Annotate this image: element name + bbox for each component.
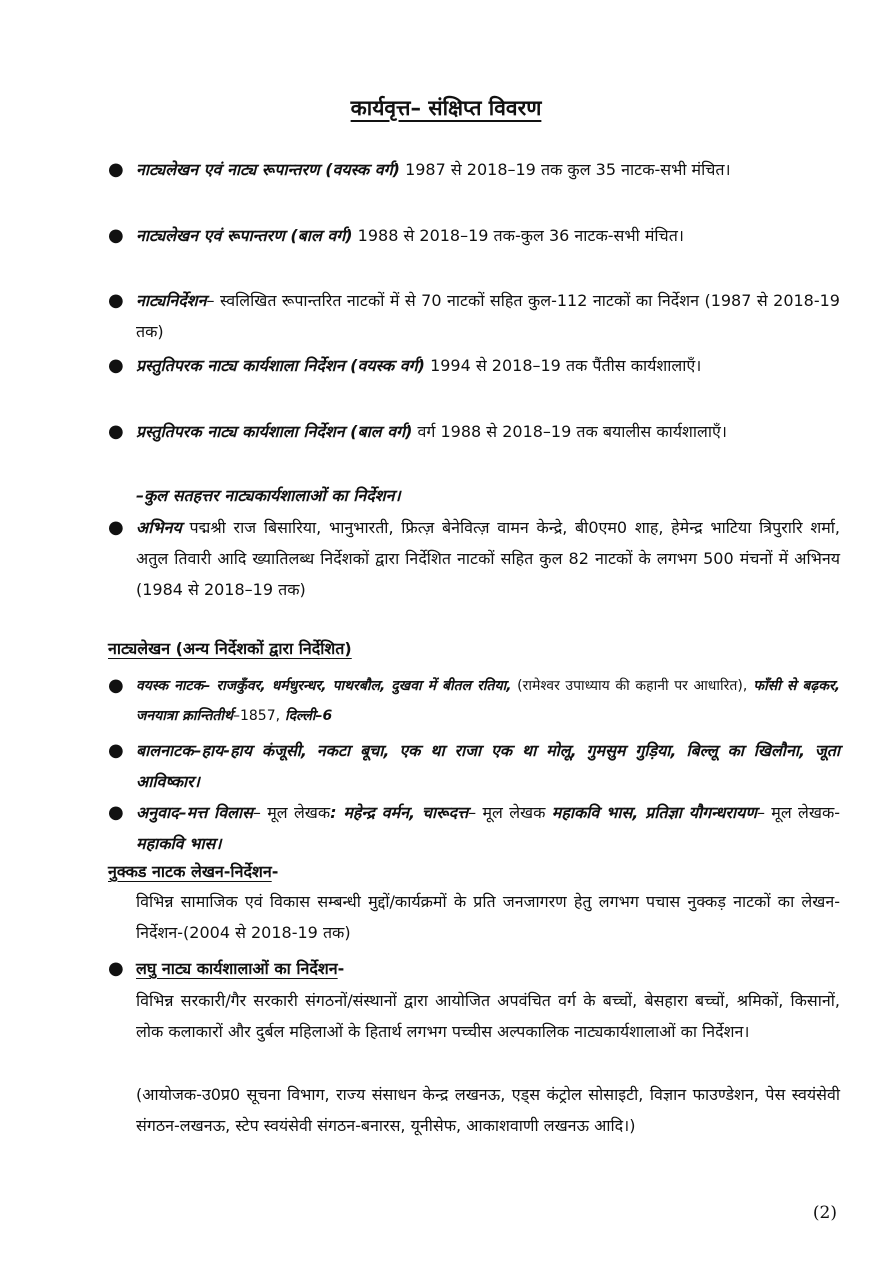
list-item: ● नाट्यलेखन एवं नाट्य रूपान्तरण (वयस्क वर्ग) 1987 से 2018–19 तक कुल 35 नाटक-सभी मंचित।: [108, 154, 840, 185]
summary-line: –कुल सतहत्तर नाट्यकार्यशालाओं का निर्देशन।: [136, 486, 401, 505]
list-item: ● नाट्यलेखन एवं रूपान्तरण (बाल वर्ग) 1988 से 2018–19 तक-कुल 36 नाटक-सभी मंचित।: [108, 220, 840, 251]
organizers-paragraph: (आयोजक-उ0प्र0 सूचना विभाग, राज्य संसाधन केन्द्र लखनऊ, एड्स कंट्रोल सोसाइटी, विज्ञान फाउण्डेशन, पेस स्वयंसेवी संगठन-लखनऊ, स्टेप स्वयंसेवी संगठन-बनारस, यूनीसेफ, आकाशवाणी लखनऊ आदि।): [136, 1085, 840, 1135]
list-item: ● प्रस्तुतिपरक नाट्य कार्यशाला निर्देशन (बाल वर्ग) वर्ग 1988 से 2018–19 तक बयालीस कार्यशालाएँ।: [108, 416, 840, 447]
nukkad-paragraph: विभिन्न सामाजिक एवं विकास सम्बन्धी मुद्दों/कार्यक्रमों के प्रति जनजागरण हेतु लगभग पचास नुक्कड़ नाटकों का लेखन-निर्देशन-(2004 से 2018-19 तक): [136, 892, 840, 942]
laghu-paragraph: विभिन्न सरकारी/गैर सरकारी संगठनों/संस्थानों द्वारा आयोजित अपवंचित वर्ग के बच्चों, बेसहारा बच्चों, श्रमिकों, किसानों, लोक कलाकारों और दुर्बल महिलाओं के हितार्थ लगभग पच्चीस अल्पकालिक नाट्यकार्यशालाओं का निर्देशन।: [136, 991, 840, 1041]
list-item: ● अभिनय पद्मश्री राज बिसारिया, भानुभारती, फ्रित्ज़ बेनेवित्ज़ वामन केन्द्रे, बी0एम0 शाह, हेमेन्द्र भाटिया त्रिपुरारि शर्मा, अतुल तिवारी आदि ख्यातिलब्ध निर्देशकों द्वारा निर्देशित नाटकों सहित कुल 82 नाटकों के लगभग 500 मंचनों में अभिनय (1984 से 2018–19 तक): [108, 512, 840, 605]
section-heading-natyalekhan: नाट्यलेखन (अन्य निर्देशकों द्वारा निर्देशित): [108, 639, 352, 658]
bullet-icon: ●: [108, 225, 124, 246]
section-heading-nukkad: नुक्कड नाटक लेखन-निर्देशन-: [108, 862, 279, 881]
bullet-icon: ●: [108, 740, 124, 761]
bullet-icon: ●: [108, 355, 124, 376]
bullet-icon: ●: [108, 421, 124, 442]
bullet-icon: ●: [108, 958, 124, 979]
list-item: ● नाट्यनिर्देशन– स्वलिखित रूपान्तरित नाटकों में से 70 नाटकों सहित कुल-112 नाटकों का निर्देशन (1987 से 2018-19 तक): [108, 285, 840, 347]
bullet-icon: ●: [108, 517, 124, 538]
list-item-vayask: ● वयस्क नाटक– राजकुँवर, धर्मधुरन्धर, पाथरबौल, दुखवा में बीतल रतिया, (रामेश्वर उपाध्याय की कहानी पर आधारित), फाँसी से बढ़कर, जनयात्रा क्रान्तितीर्थ–1857, दिल्ली–6: [108, 671, 840, 731]
page-title: कार्यवृत्त– संक्षिप्त विवरण: [350, 96, 542, 120]
bullet-icon: ●: [108, 159, 124, 180]
bullet-icon: ●: [108, 802, 124, 823]
bullet-icon: ●: [108, 290, 124, 311]
list-item-bal: ● बालनाटक–हाय-हाय कंजूसी, नकटा बूचा, एक था राजा एक था मोलू, गुमसुम गुड़िया, बिल्लू का खिलौना, जूता आविष्कार।: [108, 735, 840, 797]
bullet-icon: ●: [108, 675, 124, 696]
list-item: ● प्रस्तुतिपरक नाट्य कार्यशाला निर्देशन (वयस्क वर्ग) 1994 से 2018–19 तक पैंतीस कार्यशालाएँ।: [108, 350, 840, 381]
section-heading-laghu: ● लघु नाट्य कार्यशालाओं का निर्देशन-: [108, 953, 840, 984]
page-number: (2): [812, 1203, 837, 1223]
list-item-anuvad: ● अनुवाद–मत्त विलास– मूल लेखक: महेन्द्र वर्मन, चारूदत्त– मूल लेखक महाकवि भास, प्रतिज्ञा यौगन्धरायण– मूल लेखक-महाकवि भास।: [108, 797, 840, 859]
